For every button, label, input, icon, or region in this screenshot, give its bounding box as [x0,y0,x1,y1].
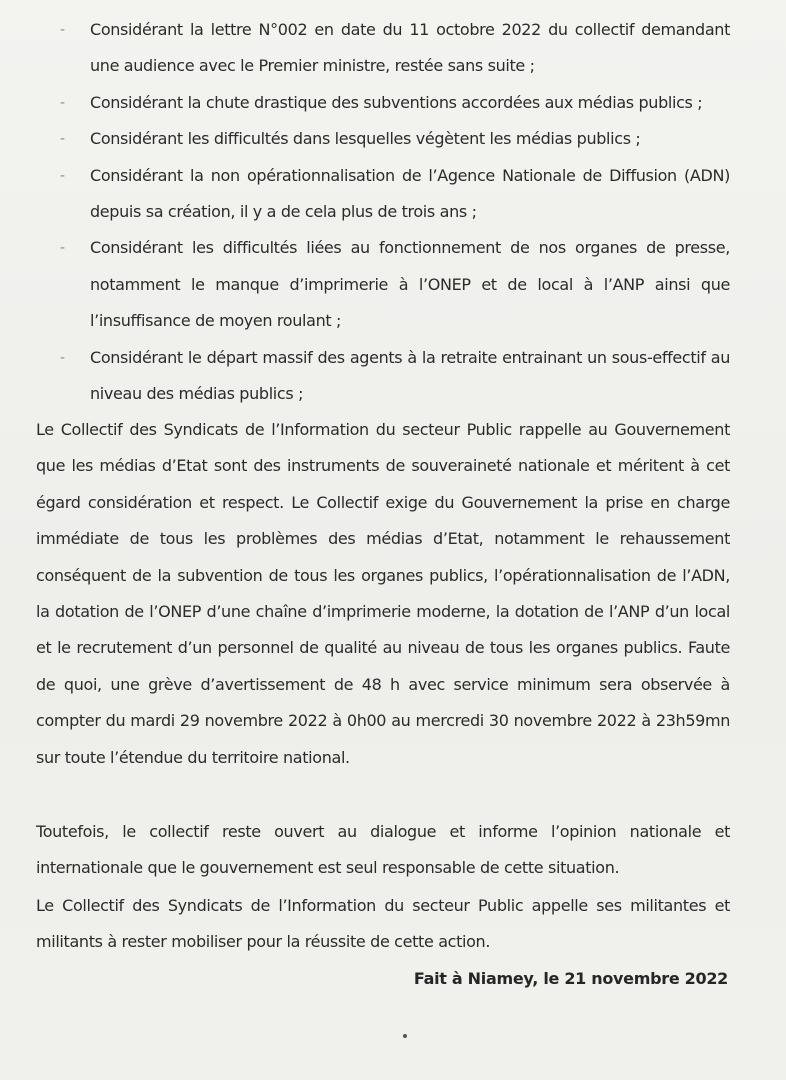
bullet-dash: - [60,240,65,257]
paper-speck [403,1034,407,1038]
mobilisation-paragraph: Le Collectif des Syndicats de l’Information du secteur Public appelle ses militantes et militants à rester mobiliser pour la réussite de cette action. [36,896,730,952]
bullet-dash: - [60,22,65,38]
considerant-text: Considérant la chute drastique des subventions accordées aux médias publics ; [90,92,703,112]
considerant-item [36,230,730,339]
bullet-dash: - [60,167,65,184]
considerant-item [36,85,730,121]
considerant-text: Considérant la non opérationnalisation de l’Agence Nationale de Diffusion (ADN) depuis sa création, il y a de cela plus de trois ans ; [90,165,730,222]
signature-place-date: Fait à Niamey, le 21 novembre 2022 [413,969,728,988]
considerant-item [36,121,730,157]
dialogue-paragraph: Toutefois, le collectif reste ouvert au dialogue et informe l’opinion nationale et internationale que le gouvernement est seul responsable de cette situation. [36,822,730,878]
considerant-text: Considérant les difficultés liées au fonctionnement de nos organes de presse, notamment le manque d’imprimerie à l’ONEP et de local à l’ANP ainsi que l’insuffisance de moyen roulant ; [90,238,730,331]
considerant-item [36,12,730,85]
bullet-dash: - [60,94,65,111]
considerant-text: Considérant les difficultés dans lesquelles végètent les médias publics ; [90,129,641,149]
considerant-text: Considérant la lettre N°002 en date du 11 octobre 2022 du collectif demandant une audience avec le Premier ministre, restée sans suite ; [90,20,730,76]
considerant-text: Considérant le départ massif des agents à la retraite entrainant un sous-effectif au niveau des médias publics ; [90,347,730,404]
considerant-list [36,12,730,412]
demands-paragraph: Le Collectif des Syndicats de l’Information du secteur Public rappelle au Gouvernement que les médias d’Etat sont des instruments de souveraineté nationale et méritent à cet égard considération et respect. Le Collectif exige du Gouvernement la prise en charge immédiate de tous les problèmes des médias d’Etat, notamment le rehaussement conséquent de la subvention de tous les organes publics, l’opérationnalisation de l’ADN, la dotation de l’ONEP d’une chaîne d’imprimerie moderne, la dotation de l’ANP d’un local et le recrutement d’un personnel de qualité au niveau de tous les organes publics. Faute de quoi, une grève d’avertissement de 48 h avec service minimum sera observée à compter du mardi 29 novembre 2022 à 0h00 au mercredi 30 novembre 2022 à 23h59mn sur toute l’étendue du territoire national. [36,420,730,767]
bullet-dash: - [60,131,65,148]
considerant-item [36,340,730,413]
considerant-item [36,158,730,231]
bullet-dash: - [60,349,65,366]
